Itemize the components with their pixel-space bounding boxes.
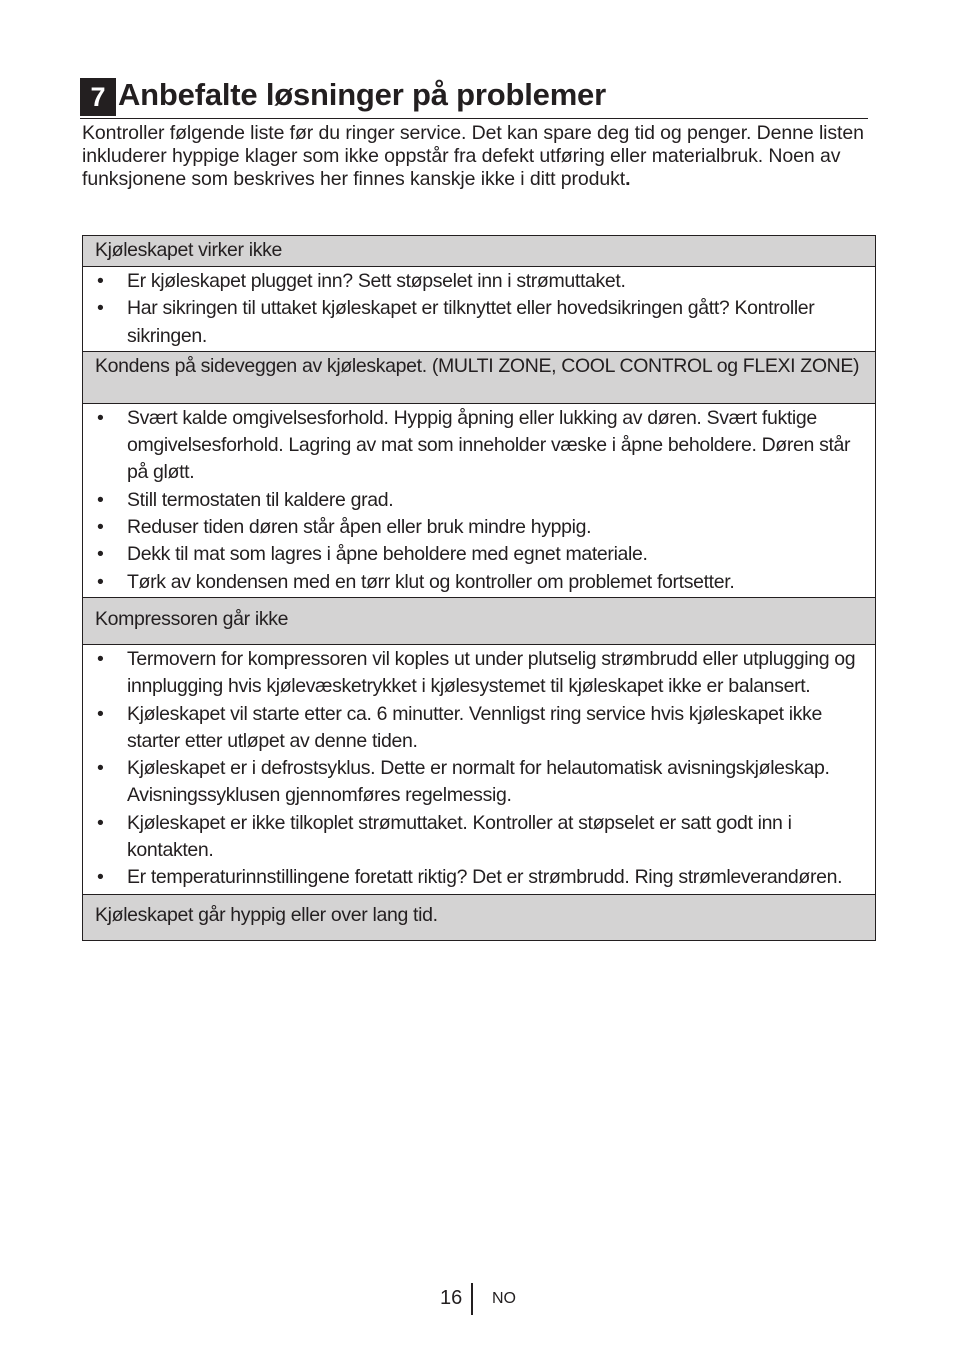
list-item: • Kjøleskapet er i defrostsyklus. Dette er normalt for helautomatisk avisningskjøleskap. Avisningssyklusen gjennomføres regelmessig. [97, 757, 830, 807]
problem-header-compressor: Kompressoren går ikke [83, 597, 876, 644]
solution-list [95, 646, 863, 892]
table-row [83, 403, 876, 597]
bullet-icon: • [97, 647, 104, 670]
table-row [83, 644, 876, 894]
list-item: • Tørk av kondensen med en tørr klut og kontroller om problemet fortsetter. [95, 569, 863, 596]
solution-list [95, 405, 863, 596]
problem-header-condensation: Kondens på sideveggen av kjøleskapet. (MULTI ZONE, COOL CONTROL og FLEXI ZONE) [83, 351, 876, 403]
bullet-icon: • [97, 757, 104, 780]
page-number: 16 [440, 1287, 463, 1309]
table-row [83, 894, 876, 940]
intro-end-period: . [625, 168, 631, 190]
bullet-icon: • [97, 570, 104, 593]
bullet-icon: • [97, 702, 104, 725]
bullet-icon: • [97, 488, 104, 511]
table-row [83, 236, 876, 267]
bullet-icon: • [97, 516, 104, 539]
list-item: • Er temperaturinnstillingene foretatt riktig? Det er strømbrudd. Ring strømleverandøren. [95, 864, 863, 891]
problem-header-not-working: Kjøleskapet virker ikke [83, 236, 876, 267]
problem-header-runs-often: Kjøleskapet går hyppig eller over lang tid. [83, 894, 876, 940]
list-item: • Reduser tiden døren står åpen eller bruk mindre hyppig. [95, 514, 863, 541]
solution-list [95, 268, 863, 350]
troubleshooting-table [82, 235, 876, 941]
bullet-icon: • [97, 406, 104, 429]
section-number-badge: 7 [80, 78, 116, 116]
solutions-compressor [83, 644, 876, 894]
list-item: • Dekk til mat som lagres i åpne beholdere med egnet materiale. [95, 541, 863, 568]
page-title: Anbefalte løsninger på problemer [118, 77, 606, 112]
solutions-not-working [83, 267, 876, 352]
table-row [83, 267, 876, 352]
intro-paragraph [82, 122, 868, 191]
list-item: • Termovern for kompressoren vil koples ut under plutselig strømbrudd eller utplugging og innplugging hvis kjølevæsketrykket i kjølesystemet til kjøleskapet ikke er balansert. [97, 647, 856, 698]
footer-divider [471, 1283, 473, 1315]
section-heading [80, 76, 868, 119]
list-item: • Kjøleskapet er ikke tilkoplet strømuttaket. Kontroller at støpselet er satt godt inn i kontakten. [97, 811, 792, 862]
table-row [83, 597, 876, 644]
list-item: • Kjøleskapet vil starte etter ca. 6 minutter. Vennligst ring service hvis kjøleskapet ikke starter etter utløpet av denne tiden. [97, 702, 822, 752]
list-item: • Svært kalde omgivelsesforhold. Hyppig åpning eller lukking av døren. Svært fuktige omgivelsesforhold. Lagring av mat som inneholder væske i åpne beholdere. Døren står på gløtt. [97, 406, 851, 484]
bullet-icon: • [97, 811, 104, 834]
list-item: • Er kjøleskapet plugget inn? Sett støpselet inn i strømuttaket. [95, 268, 863, 295]
intro-text: Kontroller følgende liste før du ringer service. Det kan spare deg tid og penger. Denne listen inkluderer hyppige klager som ikke oppstår fra defekt utføring eller materialbruk. Noen av funksjonene som beskrives her finnes kanskje ikke i ditt produkt [82, 122, 864, 190]
list-item: • Still termostaten til kaldere grad. [95, 487, 863, 514]
bullet-icon: • [97, 270, 104, 292]
list-item: • Har sikringen til uttaket kjøleskapet er tilknyttet eller hovedsikringen gått? Kontroller sikringen. [97, 297, 815, 347]
table-row [83, 351, 876, 403]
bullet-icon: • [97, 866, 104, 889]
bullet-icon: • [97, 297, 104, 320]
bullet-icon: • [97, 543, 104, 566]
solutions-condensation [83, 403, 876, 597]
language-code: NO [492, 1290, 516, 1307]
